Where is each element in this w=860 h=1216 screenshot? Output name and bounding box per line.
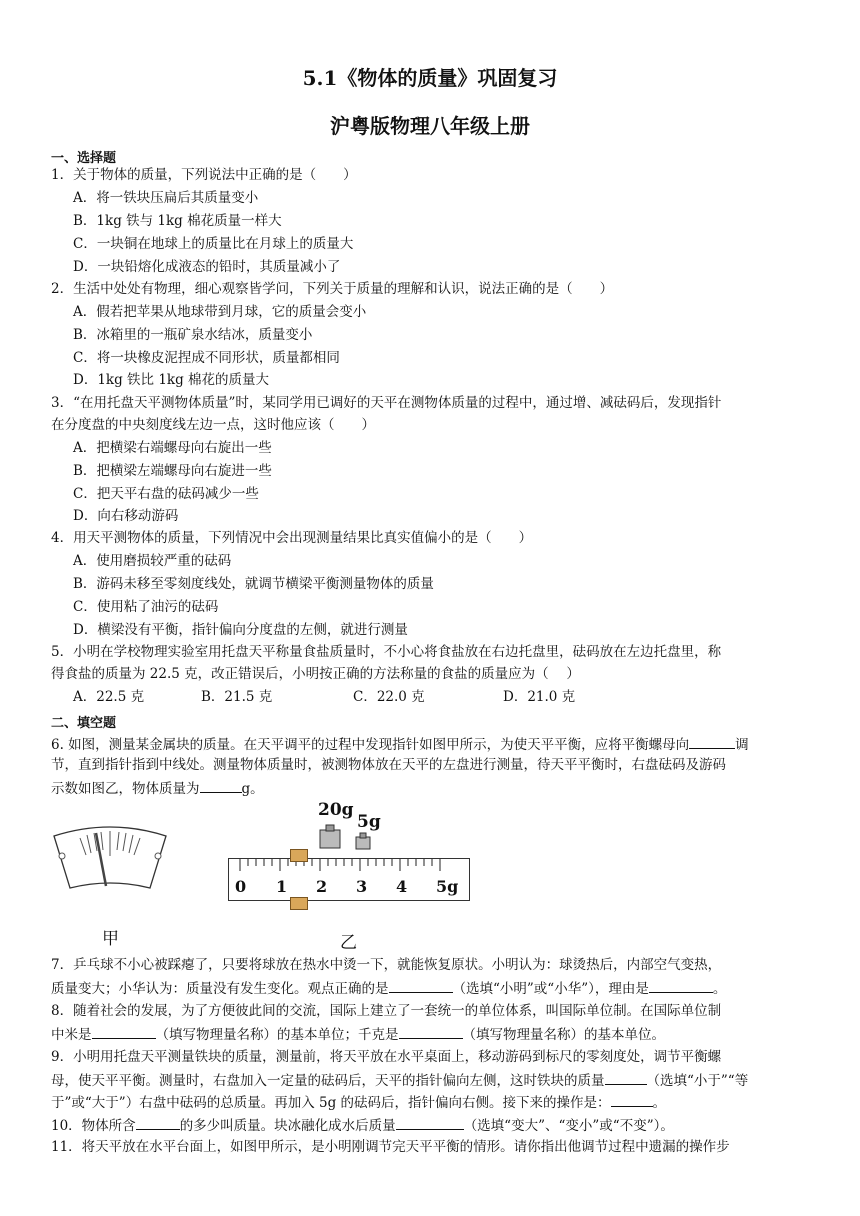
q1-option-b: B．1kg 铁与 1kg 棉花质量一样大 — [73, 213, 282, 229]
q2-option-d: D．1kg 铁比 1kg 棉花的质量大 — [73, 372, 270, 388]
q7-text: 质量变大；小华认为：质量没有发生变化。观点正确的是 — [51, 981, 389, 997]
q9-line3 — [51, 1092, 666, 1112]
scale-tick-label: 1 — [276, 877, 288, 896]
weight-5g-icon — [356, 837, 370, 849]
figure-dial — [50, 822, 170, 922]
q6-line1 — [51, 734, 749, 754]
q4-option-a: A．使用磨损较严重的砝码 — [73, 553, 232, 569]
weight-20g-label: 20g — [318, 800, 354, 820]
rider-scale — [228, 858, 470, 901]
rider-top — [290, 849, 308, 862]
scale-tick-label: 3 — [356, 877, 368, 896]
q5-option-b: B．21.5 克 — [201, 689, 273, 705]
q8-blank-meter — [92, 1024, 156, 1039]
q7-text: （选填“小明”或“小华”），理由是 — [452, 981, 649, 997]
q11-line1: 11．将天平放在水平台面上，如图甲所示，是小明刚调节完天平平衡的情形。请你指出他调节过程中遗漏的操作步 — [51, 1139, 730, 1155]
rider-scale-svg — [229, 859, 469, 900]
q10-blank-1 — [136, 1115, 180, 1130]
q10-text: 的多少叫质量。块冰融化成水后质量 — [179, 1118, 396, 1134]
q4-option-c: C．使用粘了油污的砝码 — [73, 599, 219, 615]
scale-tick-label: 2 — [316, 877, 328, 896]
q8-text: （填写物理量名称）的基本单位。 — [462, 1027, 665, 1043]
figure-label-yi: 乙 — [340, 933, 357, 953]
q10-line — [51, 1115, 674, 1135]
q1-option-c: C．一块铜在地球上的质量比在月球上的质量大 — [73, 236, 354, 252]
q8-text: （填写物理量名称）的基本单位；千克是 — [155, 1027, 399, 1043]
q5-stem-line1: 5．小明在学校物理实验室用托盘天平称量食盐质量时，不小心将食盐放在右边托盘里，砝码放在左边托盘里，称 — [51, 644, 722, 660]
q6-text: 调 — [735, 737, 749, 753]
q3-option-a: A．把横梁右端螺母向右旋出一些 — [73, 440, 272, 456]
q8-line1: 8．随着社会的发展，为了方便彼此间的交流，国际上建立了一套统一的单位体系，叫国际单位制。在国际单位制 — [51, 1003, 722, 1019]
q9-blank-operation — [611, 1092, 653, 1107]
q7-line2 — [51, 978, 726, 998]
q2-option-c: C．将一块橡皮泥捏成不同形状，质量都相同 — [73, 350, 340, 366]
q7-text: 。 — [712, 981, 727, 997]
q2-option-b: B．冰箱里的一瓶矿泉水结冰，质量变小 — [73, 327, 313, 343]
q9-line1: 9．小明用托盘天平测量铁块的质量，测量前，将天平放在水平桌面上，移动游码到标尺的零刻度处，调节平衡螺 — [51, 1049, 722, 1065]
q5-option-a: A．22.5 克 — [73, 689, 145, 705]
q1-option-d: D．一块铅熔化成液态的铅时，其质量减小了 — [73, 259, 341, 275]
section-fill: 二、填空题 — [51, 716, 117, 731]
q10-text: 10．物体所含 — [51, 1118, 136, 1134]
q10-blank-2 — [396, 1115, 464, 1130]
q3-option-d: D．向右移动游码 — [73, 508, 179, 524]
q5-stem-line2: 得食盐的质量为 22.5 克，改正错误后，小明按正确的方法称量的食盐的质量应为（ ） — [51, 666, 580, 682]
q4-stem: 4．用天平测物体的质量，下列情况中会出现测量结果比真实值偏小的是（ ） — [51, 530, 533, 546]
weight-20g-icon — [320, 830, 340, 848]
scale-tick-label: 0 — [235, 877, 247, 896]
figure-weights — [310, 820, 380, 852]
scale-tick-label: 4 — [396, 877, 408, 896]
q3-option-b: B．把横梁左端螺母向右旋进一些 — [73, 463, 272, 479]
q7-blank-reason — [649, 978, 713, 993]
rider-bottom — [290, 897, 308, 910]
page-title: 5.1《物体的质量》巩固复习 — [302, 66, 558, 90]
q9-text: 母，使天平平衡。测量时，右盘加入一定量的砝码后，天平的指针偏向左侧，这时铁块的质量 — [51, 1073, 605, 1089]
q9-text: 于”或“大于”）右盘中砝码的总质量。再加入 5g 的砝码后，指针偏向右侧。接下来的操作是： — [51, 1095, 611, 1111]
q4-option-b: B．游码未移至零刻度线处，就调节横梁平衡测量物体的质量 — [73, 576, 434, 592]
q9-blank-compare — [605, 1070, 647, 1085]
q3-option-c: C．把天平右盘的砝码减少一些 — [73, 486, 259, 502]
q9-line2 — [51, 1070, 748, 1090]
q5-option-c: C．22.0 克 — [353, 689, 425, 705]
q6-blank-direction — [689, 734, 735, 749]
q6-blank-mass — [200, 778, 242, 793]
q9-text: （选填“小于”“等 — [646, 1073, 749, 1089]
q2-stem: 2．生活中处处有物理，细心观察皆学问，下列关于质量的理解和认识，说法正确的是（ ） — [51, 281, 614, 297]
q6-line3 — [51, 778, 264, 798]
q9-text: 。 — [652, 1095, 667, 1111]
figure-label-jia: 甲 — [102, 929, 119, 949]
q8-blank-kilogram — [399, 1024, 463, 1039]
q6-text: 示数如图乙，物体质量为 — [51, 781, 200, 797]
q10-text: （选填“变大”、“变小”或“不变”）。 — [463, 1118, 674, 1134]
weight-5g-label: 5g — [357, 812, 381, 832]
scale-ticks — [240, 859, 440, 871]
q1-stem: 1．关于物体的质量，下列说法中正确的是（ ） — [51, 167, 357, 183]
q5-option-d: D．21.0 克 — [503, 689, 576, 705]
scale-tick-label: 5g — [436, 877, 459, 896]
q2-option-a: A．假若把苹果从地球带到月球，它的质量会变小 — [73, 304, 367, 320]
q8-line2 — [51, 1024, 665, 1044]
q3-stem-line1: 3．“在用托盘天平测物体质量”时，某同学用已调好的天平在测物体质量的过程中，通过增、减砝码后，发现指针 — [51, 395, 722, 411]
page-subtitle: 沪粤版物理八年级上册 — [330, 114, 530, 138]
section-choice: 一、选择题 — [51, 151, 117, 166]
q7-line1: 7．乒乓球不小心被踩瘪了，只要将球放在热水中烫一下，就能恢复原状。小明认为：球烫热后，内部空气变热， — [51, 957, 722, 973]
q6-text: 6. 如图，测量某金属块的质量。在天平调平的过程中发现指针如图甲所示，为使天平平衡，应将平衡螺母向 — [51, 737, 690, 753]
q6-text: g。 — [241, 781, 264, 797]
q4-option-d: D．横梁没有平衡，指针偏向分度盘的左侧，就进行测量 — [73, 622, 408, 638]
q5-options — [73, 688, 575, 706]
q8-text: 中米是 — [51, 1027, 92, 1043]
q3-stem-line2: 在分度盘的中央刻度线左边一点，这时他应该（ ） — [51, 417, 375, 433]
q7-blank-who — [389, 978, 453, 993]
q6-line2: 节，直到指针指到中线处。测量物体质量时，被测物体放在天平的左盘进行测量，待天平平衡时，右盘砝码及游码 — [51, 757, 726, 773]
q1-option-a: A．将一铁块压扁后其质量变小 — [73, 190, 259, 206]
